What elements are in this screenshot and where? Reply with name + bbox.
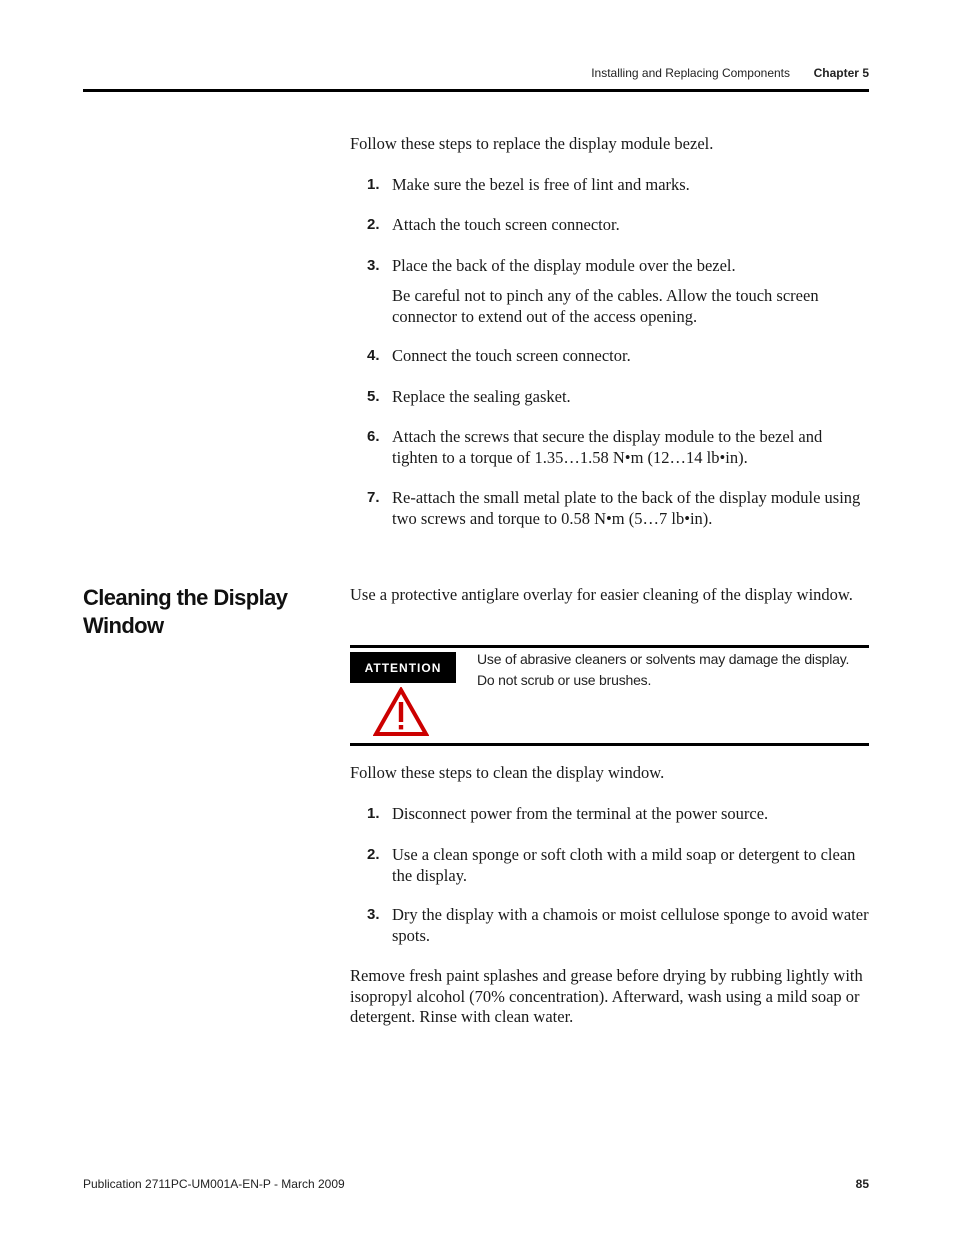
cleaning-intro: Use a protective antiglare overlay for easier cleaning of the display window. xyxy=(350,585,853,604)
step-text: Re-attach the small metal plate to the back of the display module using two screws and torque to 0.58 N•m (5…7 lb•in). xyxy=(392,488,861,528)
step-number: 2. xyxy=(367,216,380,233)
header-rule xyxy=(83,89,869,92)
bezel-intro: Follow these steps to replace the display module bezel. xyxy=(350,134,714,153)
step-number: 3. xyxy=(367,906,380,923)
step-number: 2. xyxy=(367,846,380,863)
attention-bottom-rule xyxy=(350,743,869,746)
attention-label: ATTENTION xyxy=(350,652,456,683)
step-number: 1. xyxy=(367,805,380,822)
attention-text: Use of abrasive cleaners or solvents may damage the display. Do not scrub or use brushes. xyxy=(477,651,850,688)
step-text: Disconnect power from the terminal at the power source. xyxy=(392,804,769,823)
step-number: 1. xyxy=(367,176,380,193)
footer-publication: Publication 2711PC-UM001A-EN-P - March 2009 xyxy=(83,1177,345,1191)
step-number: 6. xyxy=(367,428,380,445)
step-text: Make sure the bezel is free of lint and marks. xyxy=(392,175,690,194)
running-header-section: Installing and Replacing Components xyxy=(591,66,790,80)
step-number: 3. xyxy=(367,257,380,274)
warning-triangle-icon xyxy=(373,687,429,737)
step-text: Connect the touch screen connector. xyxy=(392,346,631,365)
step-text: Attach the touch screen connector. xyxy=(392,215,620,234)
page-number: 85 xyxy=(855,1177,869,1191)
step-text: Replace the sealing gasket. xyxy=(392,387,571,406)
section-heading: Cleaning the Display Window xyxy=(83,585,288,638)
step-text: Attach the screws that secure the display module to the bezel and tighten to a torque of 1.35…1.58 N•m (12…14 lb•in). xyxy=(392,427,823,467)
step-text: Place the back of the display module over the bezel. xyxy=(392,256,736,275)
step-number: 5. xyxy=(367,388,380,405)
step-number: 4. xyxy=(367,347,380,364)
attention-top-rule xyxy=(350,645,869,648)
cleaning-steps-intro: Follow these steps to clean the display window. xyxy=(350,763,665,782)
running-header-chapter: Chapter 5 xyxy=(813,66,869,80)
bezel-step-3-note: Be careful not to pinch any of the cables. Allow the touch screen connector to extend out of the access opening. xyxy=(392,286,819,326)
cleaning-closing: Remove fresh paint splashes and grease before drying by rubbing lightly with isopropyl alcohol (70% concentration). Afterward, wash using a mild soap or detergent. Rinse with clean water. xyxy=(350,966,863,1026)
step-text: Use a clean sponge or soft cloth with a mild soap or detergent to clean the display. xyxy=(392,845,856,885)
step-text: Dry the display with a chamois or moist cellulose sponge to avoid water spots. xyxy=(392,905,869,945)
step-number: 7. xyxy=(367,489,380,506)
